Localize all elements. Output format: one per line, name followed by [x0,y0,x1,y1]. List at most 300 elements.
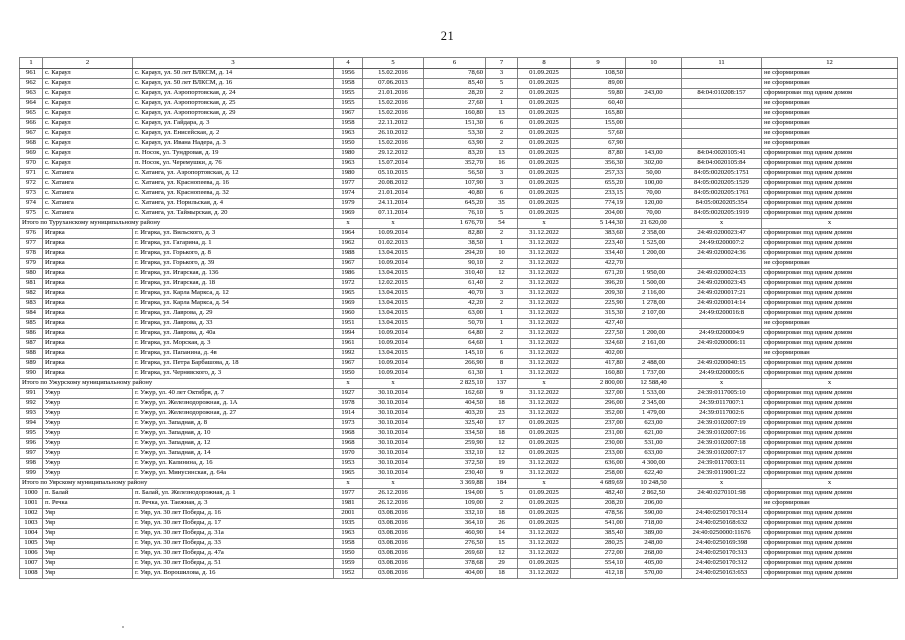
table-cell: 89,00 [571,79,626,89]
table-cell: 985 [20,319,43,329]
table-cell: п. Носок, ул. Черемушки, д. 76 [133,159,334,169]
table-cell: 01.09.2025 [518,439,571,449]
total-cell: 3 369,88 [424,479,486,489]
table-cell: 64,80 [424,329,486,339]
table-cell: г. Ужур, ул. Западная, д. 10 [133,429,334,439]
table-cell: п. Носок, ул. Тундровая, д. 19 [133,149,334,159]
table-cell: 13.04.2015 [363,319,424,329]
table-cell: 1969 [334,299,363,309]
table-row [20,529,898,539]
column-header-12: 12 [762,58,898,69]
table-cell: 31.12.2022 [518,569,571,579]
table-cell: 13.04.2015 [363,349,424,359]
table-cell: 01.09.2025 [518,419,571,429]
table-cell: г. Игарка, ул. Карла Маркса, д. 12 [133,289,334,299]
table-row [20,329,898,339]
table-cell: 989 [20,359,43,369]
column-header-7: 7 [486,58,518,69]
table-cell: 24:39:0102007:19 [682,419,762,429]
table-cell [682,79,762,89]
table-cell: 31.12.2022 [518,259,571,269]
table-cell: 1959 [334,559,363,569]
table-cell: 24:49:0200006:11 [682,339,762,349]
column-header-2: 2 [43,58,133,69]
table-cell: г. Игарка, ул. Чернявского, д. 3 [133,369,334,379]
table-cell: 01.09.2025 [518,209,571,219]
table-cell: 160,80 [424,109,486,119]
table-row [20,519,898,529]
table-cell: 2 358,00 [626,229,682,239]
table-cell: 460,90 [424,529,486,539]
total-cell: х [363,479,424,489]
table-cell: 24:49:0200024:33 [682,269,762,279]
table-cell: с. Хатанга [43,179,133,189]
table-cell: 623,00 [626,419,682,429]
table-row [20,489,898,499]
table-cell: 30.10.2014 [363,429,424,439]
table-cell: г. Игарка, ул. Вильского, д. 3 [133,229,334,239]
table-cell: 01.09.2025 [518,499,571,509]
table-cell: с. Караул [43,139,133,149]
table-cell: 30.10.2014 [363,469,424,479]
table-cell: 1961 [334,339,363,349]
table-cell: сформирован под одним домом [762,359,898,369]
table-cell: 31.12.2022 [518,459,571,469]
table-cell: 334,40 [571,249,626,259]
page-number: 21 [440,29,455,43]
table-cell: 1963 [334,159,363,169]
table-cell: 35 [486,199,518,209]
table-cell: 3 [486,69,518,79]
table-cell [682,499,762,509]
table-cell: 2 [486,139,518,149]
table-cell: Игарка [43,279,133,289]
table-cell: 17 [486,419,518,429]
total-cell: 184 [486,479,518,489]
table-cell: 63,90 [424,139,486,149]
table-cell: 334,50 [424,429,486,439]
table-cell: 422,70 [571,259,626,269]
table-cell: 100,00 [626,179,682,189]
table-row [20,249,898,259]
table-cell: 1 500,00 [626,279,682,289]
table-cell [626,69,682,79]
table-cell: 332,10 [424,509,486,519]
table-row [20,549,898,559]
table-cell: 6 [486,119,518,129]
table-cell: 976 [20,229,43,239]
table-cell: 1965 [334,469,363,479]
table-cell: 31.12.2022 [518,409,571,419]
table-cell: 9 [486,469,518,479]
table-cell: 13.04.2015 [363,299,424,309]
table-cell: 01.09.2025 [518,69,571,79]
table-cell: 268,00 [626,549,682,559]
table-cell: с. Караул, ул. 50 лет ВЛКСМ, д. 14 [133,69,334,79]
total-cell: х [334,379,363,389]
table-cell: с. Хатанга, ул. Краснопеева, д. 16 [133,179,334,189]
table-cell: п. Балай, ул. Железнодорожная, д. 1 [133,489,334,499]
table-cell: 165,80 [571,109,626,119]
table-row [20,89,898,99]
table-cell: 1967 [334,259,363,269]
table-row [20,139,898,149]
table-cell: 24:49:0200023:43 [682,279,762,289]
table-cell: 223,40 [571,239,626,249]
table-cell: 31.12.2022 [518,249,571,259]
total-row-label: Итого по Туруханскому муниципальному району [20,219,334,229]
table-cell [626,349,682,359]
table-cell: 24:39:0117003:11 [682,459,762,469]
table-row [20,469,898,479]
table-cell: 31.12.2022 [518,269,571,279]
table-cell: 10.09.2014 [363,259,424,269]
table-cell [626,119,682,129]
table-cell: 993 [20,409,43,419]
table-cell: 774,19 [571,199,626,209]
table-cell: 1950 [334,549,363,559]
table-cell: 24:40:0250170:312 [682,559,762,569]
table-cell: 24:40:0270101:98 [682,489,762,499]
table-cell: 266,90 [424,359,486,369]
table-cell: 03.08.2016 [363,509,424,519]
total-cell: х [363,379,424,389]
table-cell: 13.04.2015 [363,309,424,319]
table-cell: 259,90 [424,439,486,449]
table-cell: 30.10.2014 [363,399,424,409]
table-cell: сформирован под одним домом [762,329,898,339]
table-cell: 1950 [334,369,363,379]
table-cell: 23 [486,409,518,419]
total-cell: 10 248,50 [626,479,682,489]
table-cell: с. Хатанга, ул. Аэропортовская, д. 12 [133,169,334,179]
table-row [20,299,898,309]
table-cell: 85,40 [424,79,486,89]
table-cell: 372,50 [424,459,486,469]
table-cell: Игарка [43,269,133,279]
table-cell: 27,60 [424,99,486,109]
table-cell: 20.08.2012 [363,179,424,189]
table-cell: 84:05:0020205:1751 [682,169,762,179]
table-row [20,239,898,249]
table-cell: 84:05:0020205:1919 [682,209,762,219]
table-cell: 24:40:0250163:653 [682,569,762,579]
table-row [20,409,898,419]
table-cell: п. Балай [43,489,133,499]
table-cell: 2 345,00 [626,399,682,409]
table-cell: 994 [20,419,43,429]
table-cell: 332,10 [424,449,486,459]
table-cell: 84:05:0020205:1529 [682,179,762,189]
table-cell: 31.12.2022 [518,279,571,289]
table-cell: 280,25 [571,539,626,549]
table-cell: 2 [486,89,518,99]
table-cell: 1002 [20,509,43,519]
table-cell: 31.12.2022 [518,319,571,329]
table-cell [682,69,762,79]
table-cell: 2 107,00 [626,309,682,319]
table-cell: 03.08.2016 [363,539,424,549]
table-cell: не сформирован [762,259,898,269]
table-row [20,289,898,299]
table-cell: г. Ужур, ул. Калинина, д. 16 [133,459,334,469]
table-cell: 963 [20,89,43,99]
table-cell: Ужур [43,409,133,419]
table-cell: 427,40 [571,319,626,329]
table-cell: 478,56 [571,509,626,519]
table-cell: с. Караул [43,109,133,119]
table-cell: с. Караул, ул. 50 лет ВЛКСМ, д. 16 [133,79,334,89]
table-cell: 9 [486,389,518,399]
table-cell: сформирован под одним домом [762,399,898,409]
table-cell: сформирован под одним домом [762,409,898,419]
table-cell: г. Ужур, ул. Железнодорожная, д. 27 [133,409,334,419]
table-cell: с. Хатанга [43,199,133,209]
table-cell: 991 [20,389,43,399]
total-cell: 12 588,40 [626,379,682,389]
table-cell: 1994 [334,329,363,339]
table-cell: 26.12.2016 [363,489,424,499]
table-cell: 13 [486,109,518,119]
table-cell: 60,40 [571,99,626,109]
table-cell: 31.12.2022 [518,359,571,369]
table-cell: 03.08.2016 [363,559,424,569]
table-cell: Игарка [43,259,133,269]
total-cell: х [518,479,571,489]
total-cell: 1 676,70 [424,219,486,229]
table-cell: 1 737,00 [626,369,682,379]
table-cell: 01.09.2025 [518,519,571,529]
table-cell: Уяр [43,569,133,579]
table-cell: Игарка [43,239,133,249]
table-cell: г. Уяр, ул. 30 лет Победы, д. 17 [133,519,334,529]
table-cell: Уяр [43,539,133,549]
table-cell: 194,00 [424,489,486,499]
table-row [20,269,898,279]
table-cell: 31.12.2022 [518,339,571,349]
table-cell: с. Караул, ул. Ивана Надера, д. 3 [133,139,334,149]
table-cell: 76,10 [424,209,486,219]
table-cell: 233,15 [571,189,626,199]
table-cell: 26 [486,519,518,529]
total-cell: 137 [486,379,518,389]
table-cell: 24:49:0200017:21 [682,289,762,299]
table-cell: 2 [486,259,518,269]
table-cell: 964 [20,99,43,109]
table-cell: 26.12.2016 [363,499,424,509]
table-cell [682,109,762,119]
table-cell: сформирован под одним домом [762,169,898,179]
table-cell: 10.09.2014 [363,359,424,369]
table-cell: 655,20 [571,179,626,189]
total-cell: х [762,379,898,389]
table-cell: 31.12.2022 [518,549,571,559]
table-cell: 1980 [334,169,363,179]
table-cell: 84:05:0020205:354 [682,199,762,209]
table-cell: 5 [486,489,518,499]
table-cell: сформирован под одним домом [762,439,898,449]
table-cell: сформирован под одним домом [762,389,898,399]
table-cell [682,139,762,149]
table-cell: 1 278,00 [626,299,682,309]
table-row [20,459,898,469]
table-cell: сформирован под одним домом [762,149,898,159]
column-header-1: 1 [20,58,43,69]
table-cell: 78,60 [424,69,486,79]
column-header-11: 11 [682,58,762,69]
table-row [20,509,898,519]
table-cell: 1962 [334,239,363,249]
table-cell: с. Караул [43,79,133,89]
table-cell: г. Ужур, ул. Железнодорожная, д. 1А [133,399,334,409]
table-cell: Ужур [43,439,133,449]
table-cell: 1979 [334,199,363,209]
table-cell [626,139,682,149]
table-cell: 633,00 [626,449,682,459]
table-cell: 206,00 [626,499,682,509]
table-cell: 30.10.2014 [363,439,424,449]
table-cell: 15.02.2016 [363,69,424,79]
table-row [20,319,898,329]
table-cell: 01.09.2025 [518,139,571,149]
table-cell: сформирован под одним домом [762,559,898,569]
table-cell: г. Ужур, ул. Минусинская, д. 64а [133,469,334,479]
table-cell: г. Уяр, ул. 30 лет Победы, д. 47а [133,549,334,559]
table-cell: 87,80 [571,149,626,159]
table-cell: 18 [486,509,518,519]
table-cell: 310,40 [424,269,486,279]
table-cell: г. Игарка, ул. Лаврова, д. 29 [133,309,334,319]
table-cell: 22.11.2012 [363,119,424,129]
table-cell: 1008 [20,569,43,579]
table-cell: 03.08.2016 [363,529,424,539]
table-cell: 30.10.2014 [363,389,424,399]
column-header-9: 9 [571,58,626,69]
table-cell: 24:39:0102007:18 [682,439,762,449]
total-row [20,219,898,229]
table-cell: 30.10.2014 [363,409,424,419]
table-cell: 10.09.2014 [363,369,424,379]
table-cell: 30.10.2014 [363,459,424,469]
table-cell: 31.12.2022 [518,469,571,479]
table-cell: с. Караул, ул. Гайдара, д. 3 [133,119,334,129]
table-row [20,179,898,189]
table-cell: 31.12.2022 [518,239,571,249]
table-cell: Игарка [43,349,133,359]
table-cell: 31.12.2022 [518,289,571,299]
table-cell: сформирован под одним домом [762,229,898,239]
table-cell: 24.11.2014 [363,199,424,209]
table-cell: г. Игарка, ул. Карла Маркса, д. 54 [133,299,334,309]
table-cell: 10.09.2014 [363,229,424,239]
table-cell: 378,68 [424,559,486,569]
column-header-4: 4 [334,58,363,69]
table-cell: сформирован под одним домом [762,539,898,549]
table-cell: 3 [486,179,518,189]
table-cell: 31.12.2022 [518,329,571,339]
table-cell: 1981 [334,499,363,509]
table-cell: 208,20 [571,499,626,509]
table-cell: 968 [20,139,43,149]
table-cell: 26.10.2012 [363,129,424,139]
table-cell: 389,00 [626,529,682,539]
table-cell: 13.04.2015 [363,249,424,259]
table-cell: 24:49:0200007:2 [682,239,762,249]
table-cell: 257,33 [571,169,626,179]
table-cell: 403,20 [424,409,486,419]
table-cell: 248,00 [626,539,682,549]
table-cell: 84:05:0020205:1761 [682,189,762,199]
table-cell: 1963 [334,529,363,539]
table-cell: 12 [486,439,518,449]
table-cell: с. Караул, ул. Енисейская, д. 2 [133,129,334,139]
table-cell: 1963 [334,129,363,139]
table-cell: 15.02.2016 [363,109,424,119]
table-cell: 272,00 [571,549,626,559]
table-cell: 1969 [334,209,363,219]
table-cell: 1003 [20,519,43,529]
table-cell: 151,30 [424,119,486,129]
table-cell: Игарка [43,309,133,319]
table-cell: сформирован под одним домом [762,369,898,379]
table-cell: 997 [20,449,43,459]
table-cell: 364,10 [424,519,486,529]
table-cell: сформирован под одним домом [762,429,898,439]
table-cell: Игарка [43,329,133,339]
table-cell: 977 [20,239,43,249]
table-cell: 03.08.2016 [363,569,424,579]
table-row [20,109,898,119]
table-row [20,399,898,409]
table-cell: 1967 [334,109,363,119]
total-cell: х [762,219,898,229]
table-cell: сформирован под одним домом [762,339,898,349]
table-cell: 973 [20,189,43,199]
table-cell: 31.12.2022 [518,369,571,379]
table-row [20,349,898,359]
table-cell: не сформирован [762,139,898,149]
table-cell: 24:39:0102007:16 [682,429,762,439]
table-cell: 967 [20,129,43,139]
table-cell: сформирован под одним домом [762,279,898,289]
table-cell: не сформирован [762,119,898,129]
table-row [20,419,898,429]
table-row [20,159,898,169]
table-cell: г. Уяр, ул. 30 лет Победы, д. 16 [133,509,334,519]
table-row [20,279,898,289]
table-cell: 84:04:0020105:84 [682,159,762,169]
table-cell: 07.11.2014 [363,209,424,219]
table-cell: Игарка [43,359,133,369]
table-cell: 1004 [20,529,43,539]
table-cell: не сформирован [762,79,898,89]
table-cell: сформирован под одним домом [762,159,898,169]
table-cell: сформирован под одним домом [762,309,898,319]
table-cell: 50,70 [424,319,486,329]
table-cell: 965 [20,109,43,119]
table-cell: 645,20 [424,199,486,209]
table-cell: не сформирован [762,109,898,119]
table-cell: 975 [20,209,43,219]
table-cell: 2 [486,279,518,289]
table-cell: 1988 [334,249,363,259]
table-cell: 01.09.2025 [518,199,571,209]
table-cell: 225,90 [571,299,626,309]
table-cell: 1953 [334,459,363,469]
table-cell: Уяр [43,559,133,569]
table-row [20,189,898,199]
total-cell: 2 800,00 [571,379,626,389]
